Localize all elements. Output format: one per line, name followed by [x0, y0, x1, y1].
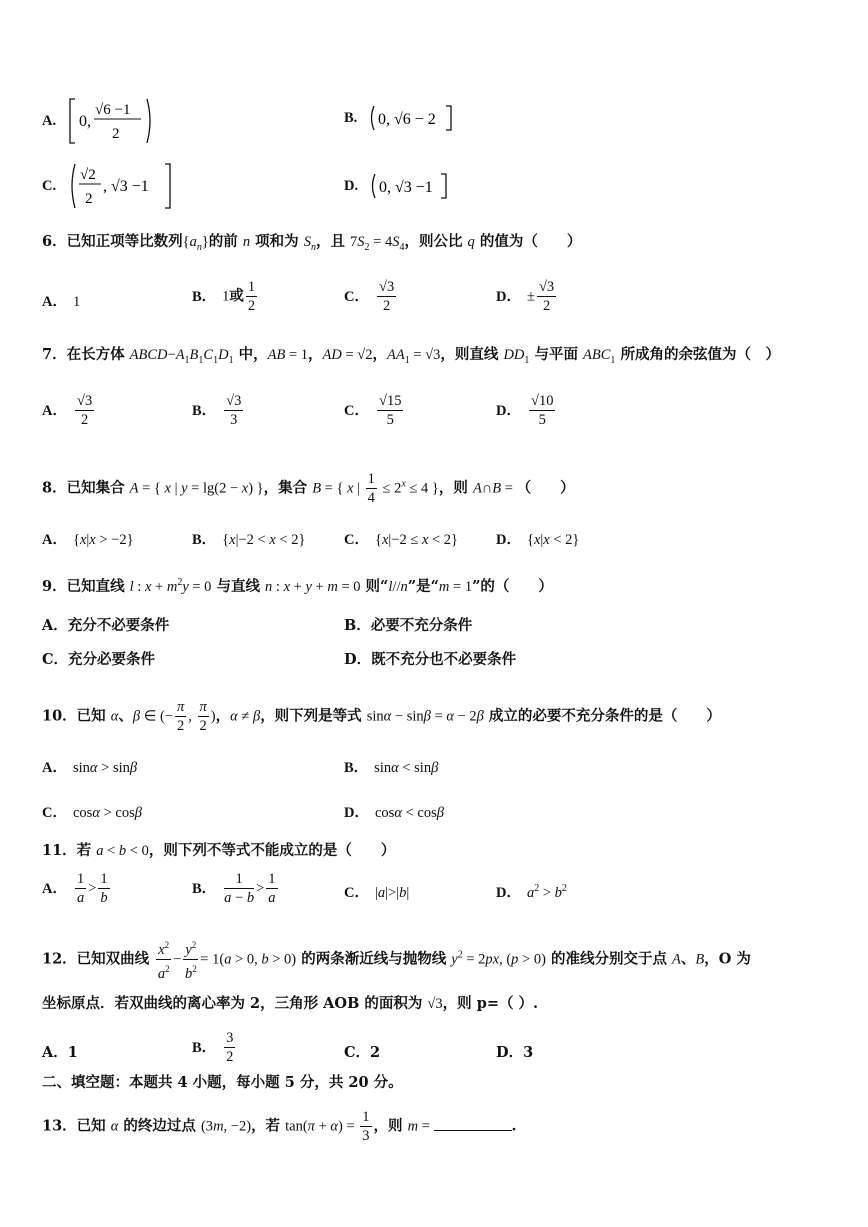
q7-option-d: D． $\frac{√10}{5}$ [496, 393, 554, 428]
q11-option-d: D． $a^2 > b^2$ [496, 883, 567, 901]
q7-stem: 7．在长方体 $ABCD-A_1B_1C_1D_1$ 中，AB = 1，AD = √2，$AA_1 = √3$，则直线 $DD_1$ 与平面 $ABC_1$ 所成角的余弦值为（ ） [42, 346, 780, 366]
q12-option-c: C．2 [344, 1044, 381, 1061]
q12-option-d: D．3 [496, 1044, 534, 1061]
svg-text:0, √3 −1: 0, √3 −1 [378, 179, 433, 196]
section-2-heading: 二、填空题：本题共 4 小题，每小题 5 分，共 20 分。 [42, 1074, 403, 1091]
q6-option-d: D． ± $\frac{√3}{2}$ [496, 279, 555, 314]
q8-option-b: B． {x|−2 < x < 2} [192, 532, 306, 548]
svg-text:, √3 −1: , √3 −1 [102, 178, 149, 195]
q9-option-d: D．既不充分也不必要条件 [344, 651, 517, 668]
q6-option-a: A． 1 [42, 294, 81, 310]
q8-stem: 8．已知集合 A = { x | y = lg(2 − x) }，集合 B = { x | $\frac{1}{4}$ ≤ $2^x \le 4$ }，则 A∩B = （ ） [42, 471, 575, 506]
q5-d-expr [369, 172, 459, 200]
q5-option-a: A. 0, √6 −1 2 [42, 95, 157, 147]
q11-option-c: C． |a|>|b| [344, 885, 410, 901]
q6-option-c: C． $\frac{√3}{2}$ [344, 279, 395, 314]
svg-text:2: 2 [111, 126, 120, 142]
svg-text:2: 2 [84, 191, 93, 207]
q10-option-a: A． sinα > sinβ [42, 760, 138, 776]
q12-option-a: A．1 [42, 1044, 78, 1061]
q9-stem: 9．已知直线 l : $x + m^2y = 0$ 与直线 n : x + y + m = 0 则“l//n”是“m = 1”的（ ） [42, 577, 553, 595]
q10-option-d: D． cosα < cosβ [344, 805, 444, 821]
q10-option-b: B． sinα < sinβ [344, 760, 439, 776]
q10-stem: 10．已知 α、β ∈ (− $\frac{\pi}{2}$ , $\frac{\pi}{2}$ )，α ≠ β，则下列是等式 sinα − sinβ = α − 2β 成立的必要不充分条件的是（ ） [42, 699, 721, 734]
q12-stem-line1: 12．已知双曲线 $\frac{x^2}{a^2}$ − $\frac{y^2}{b^2}$ = 1(a > 0, b > 0) 的两条渐近线与抛物线 $y^2 = 2px$, (p > 0) 的准线分别交于点 A、B，O 为 [42, 936, 838, 983]
q6-option-b: B． 1或 $\frac{1}{2}$ [192, 279, 256, 314]
q7-option-b: B． $\frac{√3}{3}$ [192, 393, 242, 428]
q8-option-a: A． {x|x > −2} [42, 532, 134, 548]
q13-stem: 13．已知 α 的终边过点 (3m, −2)，若 tan(π + α) = $\frac{1}{3}$ ，则 m = . [42, 1109, 517, 1144]
svg-text:0,: 0, [78, 113, 91, 130]
q5-option-b: B. 0, √6 − 2 [344, 104, 458, 132]
q5-a-expr [67, 95, 157, 147]
q9-option-c: C．充分必要条件 [42, 651, 156, 668]
q7-option-a: A． $\frac{√3}{2}$ [42, 393, 93, 428]
q5-option-d: D. 0, √3 −1 [344, 172, 459, 200]
q5-b-expr [368, 104, 458, 132]
q13-answer-blank[interactable] [434, 1116, 512, 1131]
q11-option-b: B． $\frac{1}{a - b}$ > $\frac{1}{a}$ [192, 871, 276, 906]
svg-text:√6 −1: √6 −1 [94, 102, 131, 118]
svg-text:0, √6 − 2: 0, √6 − 2 [377, 111, 436, 128]
q8-option-d: D． {x|x < 2} [496, 532, 580, 548]
q11-stem: 11．若 a < b < 0，则下列不等式不能成立的是（ ） [42, 842, 396, 859]
q9-option-a: A．充分不必要条件 [42, 617, 170, 634]
q9-option-b: B．必要不充分条件 [344, 617, 473, 634]
q11-option-a: A． $\frac{1}{a}$ > $\frac{1}{b}$ [42, 871, 108, 906]
q5-option-c: C. √2 2 , √3 −1 [42, 160, 177, 212]
q12-option-b: B． $\frac{3}{2}$ [192, 1030, 234, 1065]
q10-option-c: C． cosα > cosβ [42, 805, 142, 821]
q5-c-expr [67, 160, 177, 212]
q6-stem: 6．已知正项等比数列$\{a_n\}$的前 n 项和为 $S_n$，且 $7S_2 = 4S_4$，则公比 q 的值为（ ） [42, 233, 582, 253]
q12-stem-line2: 坐标原点．若双曲线的离心率为 2，三角形 AOB 的面积为 √3，则 p=（ ）. [42, 995, 539, 1012]
q7-option-c: C． $\frac{√15}{5}$ [344, 393, 402, 428]
svg-text:√2: √2 [79, 167, 96, 183]
q8-option-c: C． {x|−2 ≤ x < 2} [344, 532, 459, 548]
